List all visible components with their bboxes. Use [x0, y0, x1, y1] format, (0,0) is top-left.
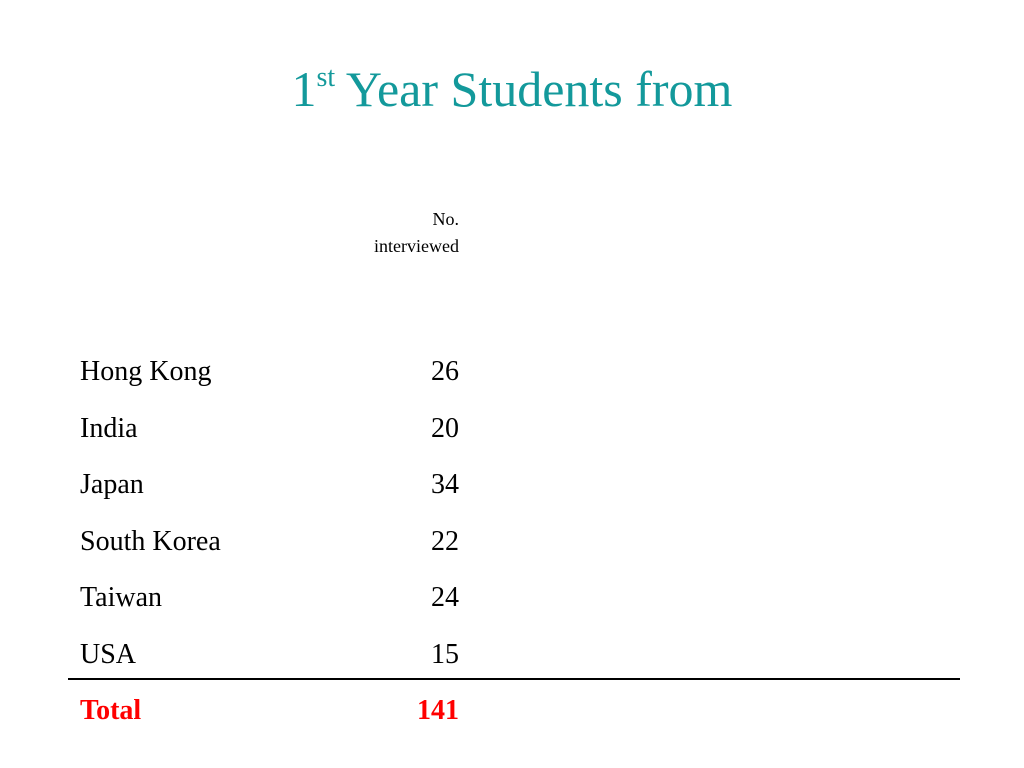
table-row	[80, 526, 459, 566]
country-cell: Hong Kong	[80, 356, 212, 387]
title-superscript: st	[316, 62, 336, 93]
slide-title	[0, 61, 1024, 117]
count-cell: 26	[431, 356, 459, 387]
count-cell: 20	[431, 413, 459, 444]
column-header-line-1: No.	[432, 209, 459, 229]
table-row	[80, 639, 459, 679]
count-cell: 24	[431, 582, 459, 613]
country-cell: USA	[80, 639, 137, 670]
country-cell: South Korea	[80, 526, 221, 557]
total-row	[80, 695, 459, 735]
title-number: 1	[291, 61, 317, 117]
count-cell: 34	[431, 469, 459, 500]
title-text: Year Students from	[345, 61, 733, 117]
total-divider	[68, 678, 960, 680]
country-cell: India	[80, 413, 138, 444]
country-cell: Taiwan	[80, 582, 163, 613]
total-label: Total	[80, 695, 142, 726]
count-cell: 15	[431, 639, 459, 670]
count-cell: 22	[431, 526, 459, 557]
table-row	[80, 356, 459, 396]
table-row	[80, 469, 459, 509]
table-row	[80, 582, 459, 622]
country-cell: Japan	[80, 469, 144, 500]
column-header-line-2: interviewed	[374, 236, 459, 256]
table-row	[80, 413, 459, 453]
column-header	[374, 206, 459, 260]
total-value: 141	[417, 695, 459, 726]
